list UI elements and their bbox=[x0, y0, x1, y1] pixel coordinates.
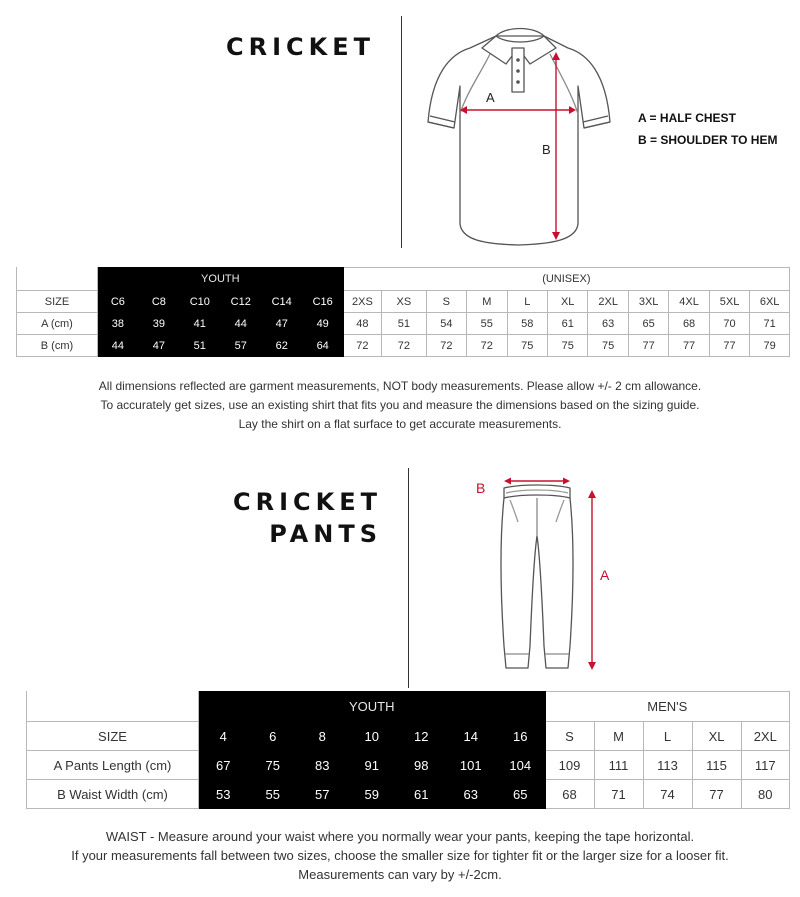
unisex-size: 6XL bbox=[750, 291, 790, 313]
value-cell: 65 bbox=[628, 313, 668, 335]
value-cell: 44 bbox=[97, 335, 138, 357]
value-cell: 71 bbox=[750, 313, 790, 335]
value-cell: 80 bbox=[741, 780, 790, 809]
row-label: A Pants Length (cm) bbox=[27, 751, 199, 780]
unisex-size: 2XL bbox=[588, 291, 628, 313]
youth-header: YOUTH bbox=[199, 692, 546, 722]
youth-size: C16 bbox=[302, 291, 343, 313]
value-cell: 77 bbox=[628, 335, 668, 357]
value-cell: 77 bbox=[692, 780, 741, 809]
youth-size: 4 bbox=[199, 722, 249, 751]
value-cell: 55 bbox=[248, 780, 298, 809]
mens-size: L bbox=[643, 722, 692, 751]
mens-header: MEN'S bbox=[545, 692, 790, 722]
youth-size: 12 bbox=[397, 722, 447, 751]
pants-diagram bbox=[470, 476, 620, 676]
pants-title bbox=[200, 486, 382, 550]
value-cell: 68 bbox=[669, 313, 709, 335]
value-cell: 49 bbox=[302, 313, 343, 335]
legend-half-chest: A = HALF CHEST bbox=[638, 111, 736, 125]
value-cell: 48 bbox=[343, 313, 381, 335]
value-cell: 44 bbox=[220, 313, 261, 335]
value-cell: 111 bbox=[594, 751, 643, 780]
value-cell: 63 bbox=[588, 313, 628, 335]
shirt-size-table bbox=[16, 267, 790, 357]
youth-size: C12 bbox=[220, 291, 261, 313]
corner-cell bbox=[17, 268, 98, 291]
shirt-label-b: B bbox=[542, 142, 551, 157]
unisex-size: XL bbox=[547, 291, 587, 313]
mens-size: 2XL bbox=[741, 722, 790, 751]
value-cell: 51 bbox=[382, 313, 427, 335]
youth-size: 16 bbox=[496, 722, 546, 751]
value-cell: 53 bbox=[199, 780, 249, 809]
unisex-size: 3XL bbox=[628, 291, 668, 313]
value-cell: 77 bbox=[709, 335, 749, 357]
value-cell: 72 bbox=[467, 335, 507, 357]
youth-size: 10 bbox=[347, 722, 397, 751]
unisex-size: XS bbox=[382, 291, 427, 313]
value-cell: 61 bbox=[547, 313, 587, 335]
shirt-diagram bbox=[410, 14, 630, 249]
value-cell: 72 bbox=[426, 335, 466, 357]
value-cell: 72 bbox=[382, 335, 427, 357]
value-cell: 83 bbox=[298, 751, 348, 780]
pants-title-line2: PANTS bbox=[269, 520, 382, 548]
value-cell: 51 bbox=[179, 335, 220, 357]
table-row bbox=[27, 751, 790, 780]
shirt-title: CRICKET bbox=[226, 33, 375, 61]
value-cell: 77 bbox=[669, 335, 709, 357]
corner-cell bbox=[27, 692, 199, 722]
value-cell: 55 bbox=[467, 313, 507, 335]
unisex-size: L bbox=[507, 291, 547, 313]
value-cell: 41 bbox=[179, 313, 220, 335]
value-cell: 57 bbox=[220, 335, 261, 357]
mens-size: S bbox=[545, 722, 594, 751]
value-cell: 39 bbox=[138, 313, 179, 335]
value-cell: 91 bbox=[347, 751, 397, 780]
table-row bbox=[17, 335, 790, 357]
youth-size: C10 bbox=[179, 291, 220, 313]
value-cell: 117 bbox=[741, 751, 790, 780]
pants-label-b: B bbox=[476, 480, 486, 496]
value-cell: 65 bbox=[496, 780, 546, 809]
row-label: A (cm) bbox=[17, 313, 98, 335]
unisex-size: 2XS bbox=[343, 291, 381, 313]
unisex-size: S bbox=[426, 291, 466, 313]
value-cell: 74 bbox=[643, 780, 692, 809]
unisex-size: 4XL bbox=[669, 291, 709, 313]
value-cell: 67 bbox=[199, 751, 249, 780]
value-cell: 72 bbox=[343, 335, 381, 357]
mens-size: XL bbox=[692, 722, 741, 751]
youth-size: 8 bbox=[298, 722, 348, 751]
note-line: Measurements can vary by +/-2cm. bbox=[298, 867, 502, 882]
value-cell: 75 bbox=[248, 751, 298, 780]
row-label: B Waist Width (cm) bbox=[27, 780, 199, 809]
value-cell: 109 bbox=[545, 751, 594, 780]
value-cell: 98 bbox=[397, 751, 447, 780]
measure-a-arrow bbox=[588, 490, 596, 670]
value-cell: 57 bbox=[298, 780, 348, 809]
youth-header: YOUTH bbox=[97, 268, 343, 291]
value-cell: 47 bbox=[261, 313, 302, 335]
value-cell: 104 bbox=[496, 751, 546, 780]
value-cell: 64 bbox=[302, 335, 343, 357]
value-cell: 101 bbox=[446, 751, 496, 780]
measure-a-arrow bbox=[460, 106, 576, 114]
mens-size: M bbox=[594, 722, 643, 751]
legend-shoulder-to-hem: B = SHOULDER TO HEM bbox=[638, 133, 778, 147]
shirt-legend bbox=[638, 107, 777, 151]
youth-size: C14 bbox=[261, 291, 302, 313]
value-cell: 59 bbox=[347, 780, 397, 809]
value-cell: 58 bbox=[507, 313, 547, 335]
value-cell: 71 bbox=[594, 780, 643, 809]
pants-divider bbox=[408, 468, 409, 688]
shirt-divider bbox=[401, 16, 402, 248]
size-label: SIZE bbox=[17, 291, 98, 313]
note-line: To accurately get sizes, use an existing shirt that fits you and measure the dimensions based on the sizing guide. bbox=[100, 398, 700, 412]
pants-label-a: A bbox=[600, 567, 610, 583]
shirt-notes bbox=[0, 377, 800, 434]
unisex-header: (UNISEX) bbox=[343, 268, 789, 291]
value-cell: 75 bbox=[588, 335, 628, 357]
note-line: All dimensions reflected are garment measurements, NOT body measurements. Please allow +/- 2 cm allowance. bbox=[98, 379, 702, 393]
row-label: B (cm) bbox=[17, 335, 98, 357]
value-cell: 75 bbox=[507, 335, 547, 357]
value-cell: 115 bbox=[692, 751, 741, 780]
value-cell: 79 bbox=[750, 335, 790, 357]
note-line: WAIST - Measure around your waist where you normally wear your pants, keeping the tape horizontal. bbox=[105, 829, 695, 844]
value-cell: 38 bbox=[97, 313, 138, 335]
value-cell: 70 bbox=[709, 313, 749, 335]
unisex-size: 5XL bbox=[709, 291, 749, 313]
pants-notes bbox=[0, 827, 800, 884]
pants-title-line1: CRICKET bbox=[233, 488, 382, 516]
value-cell: 47 bbox=[138, 335, 179, 357]
youth-size: C6 bbox=[97, 291, 138, 313]
youth-size: 14 bbox=[446, 722, 496, 751]
measure-b-arrow bbox=[552, 52, 560, 240]
measure-b-arrow bbox=[504, 478, 570, 485]
value-cell: 113 bbox=[643, 751, 692, 780]
table-row bbox=[17, 291, 790, 313]
value-cell: 63 bbox=[446, 780, 496, 809]
size-label: SIZE bbox=[27, 722, 199, 751]
note-line: If your measurements fall between two sizes, choose the smaller size for tighter fit or the larger size for a looser fit. bbox=[71, 848, 729, 863]
pants-size-table bbox=[26, 691, 790, 809]
value-cell: 54 bbox=[426, 313, 466, 335]
value-cell: 62 bbox=[261, 335, 302, 357]
note-line: Lay the shirt on a flat surface to get accurate measurements. bbox=[238, 417, 562, 431]
unisex-size: M bbox=[467, 291, 507, 313]
value-cell: 75 bbox=[547, 335, 587, 357]
table-row bbox=[17, 313, 790, 335]
table-row bbox=[27, 780, 790, 809]
value-cell: 68 bbox=[545, 780, 594, 809]
table-row bbox=[27, 722, 790, 751]
youth-size: C8 bbox=[138, 291, 179, 313]
shirt-label-a: A bbox=[486, 90, 495, 105]
youth-size: 6 bbox=[248, 722, 298, 751]
value-cell: 61 bbox=[397, 780, 447, 809]
